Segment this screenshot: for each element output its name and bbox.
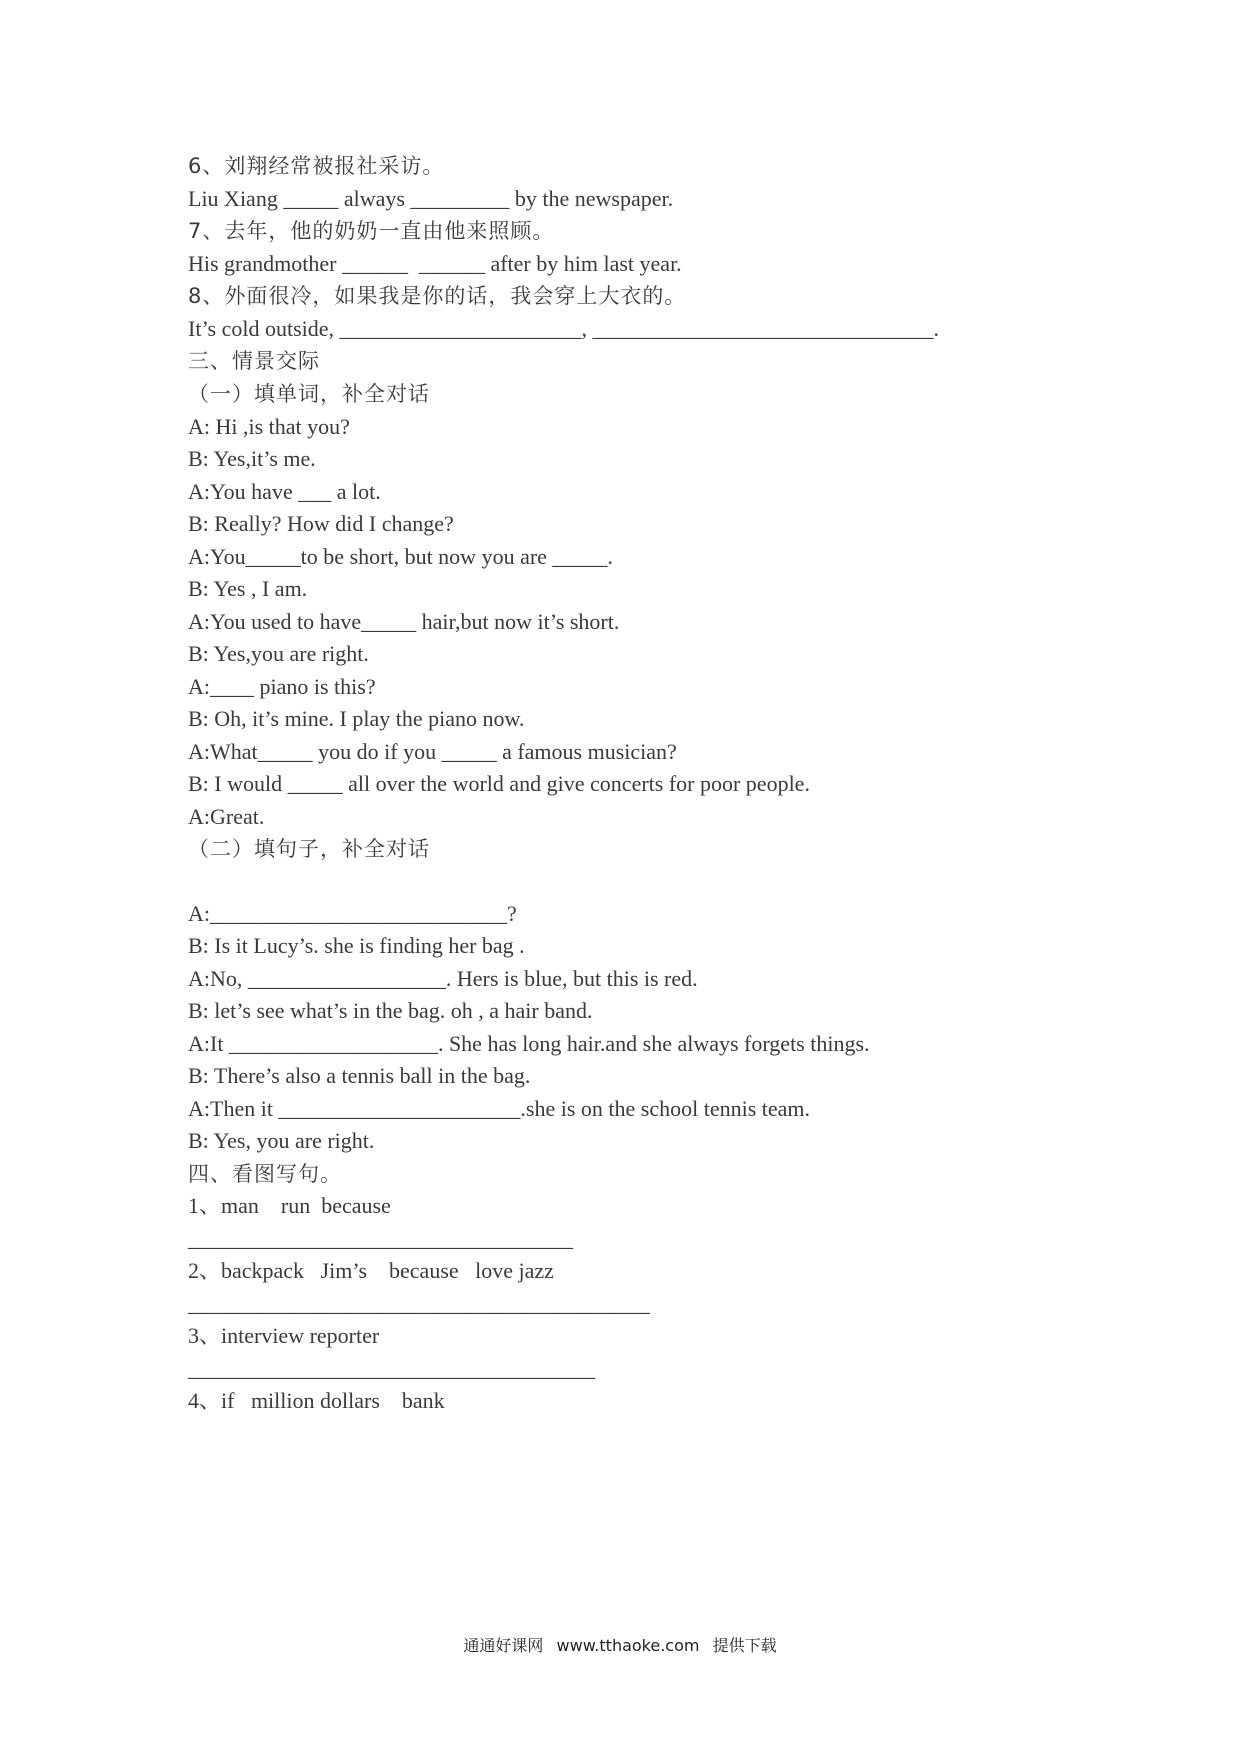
section-4-heading: 四、看图写句。: [188, 1162, 342, 1186]
question-8-chinese: 8、外面很冷，如果我是你的话，我会穿上大衣的。: [188, 284, 687, 308]
picture-prompt-3: 3、interview reporter: [188, 1323, 380, 1348]
dialogue-1-line: A:Great.: [188, 804, 265, 829]
dialogue-1-line: A:What_____ you do if you _____ a famous musician?: [188, 739, 677, 764]
answer-blank-1: ___________________________________: [188, 1226, 573, 1251]
dialogue-2-line: B: let’s see what’s in the bag. oh , a hair band.: [188, 998, 593, 1023]
picture-prompt-1: 1、man run because: [188, 1193, 391, 1218]
dialogue-1-line: A: Hi ,is that you?: [188, 414, 350, 439]
picture-prompt-2: 2、backpack Jim’s because love jazz: [188, 1258, 554, 1283]
footer-url[interactable]: www.tthaoke.com: [556, 1636, 700, 1655]
answer-blank-2: __________________________________________: [188, 1291, 650, 1316]
section-3-part-1-heading: （一）填单词，补全对话: [188, 382, 430, 406]
section-3-heading: 三、情景交际: [188, 349, 320, 373]
question-6-english: Liu Xiang _____ always _________ by the newspaper.: [188, 186, 674, 211]
dialogue-1-line: B: Yes,it’s me.: [188, 446, 316, 471]
footer-suffix: 提供下载: [712, 1636, 777, 1655]
dialogue-2-line: A:It ___________________. She has long hair.and she always forgets things.: [188, 1031, 870, 1056]
question-7-english: His grandmother ______ ______ after by him last year.: [188, 251, 682, 276]
picture-prompt-4: 4、if million dollars bank: [188, 1388, 445, 1413]
dialogue-1-line: B: I would _____ all over the world and give concerts for poor people.: [188, 771, 810, 796]
dialogue-2-line: B: Is it Lucy’s. she is finding her bag .: [188, 933, 525, 958]
dialogue-1-line: A:You have ___ a lot.: [188, 479, 381, 504]
dialogue-1-line: A:You used to have_____ hair,but now it’s short.: [188, 609, 620, 634]
dialogue-2-line: A:Then it ______________________.she is on the school tennis team.: [188, 1096, 811, 1121]
question-7-chinese: 7、去年，他的奶奶一直由他来照顾。: [188, 219, 555, 243]
footer-site-name: 通通好课网: [463, 1636, 544, 1655]
dialogue-1-line: B: Oh, it’s mine. I play the piano now.: [188, 706, 525, 731]
question-6-chinese: 6、刘翔经常被报社采访。: [188, 154, 445, 178]
dialogue-2-line: B: There’s also a tennis ball in the bag.: [188, 1063, 531, 1088]
dialogue-1-line: A:You_____to be short, but now you are _____.: [188, 544, 613, 569]
question-8-english: It’s cold outside, ______________________, _______________________________.: [188, 316, 940, 341]
dialogue-1-line: B: Really? How did I change?: [188, 511, 454, 536]
dialogue-2-line: A:___________________________?: [188, 901, 517, 926]
dialogue-2-line: B: Yes, you are right.: [188, 1128, 375, 1153]
dialogue-1-line: B: Yes , I am.: [188, 576, 308, 601]
section-3-part-2-heading: （二）填句子，补全对话: [188, 837, 430, 861]
answer-blank-3: _____________________________________: [188, 1356, 595, 1381]
footer: [0, 1633, 1240, 1656]
dialogue-2-line: A:No, __________________. Hers is blue, but this is red.: [188, 966, 698, 991]
dialogue-1-line: A:____ piano is this?: [188, 674, 376, 699]
dialogue-1-line: B: Yes,you are right.: [188, 641, 369, 666]
